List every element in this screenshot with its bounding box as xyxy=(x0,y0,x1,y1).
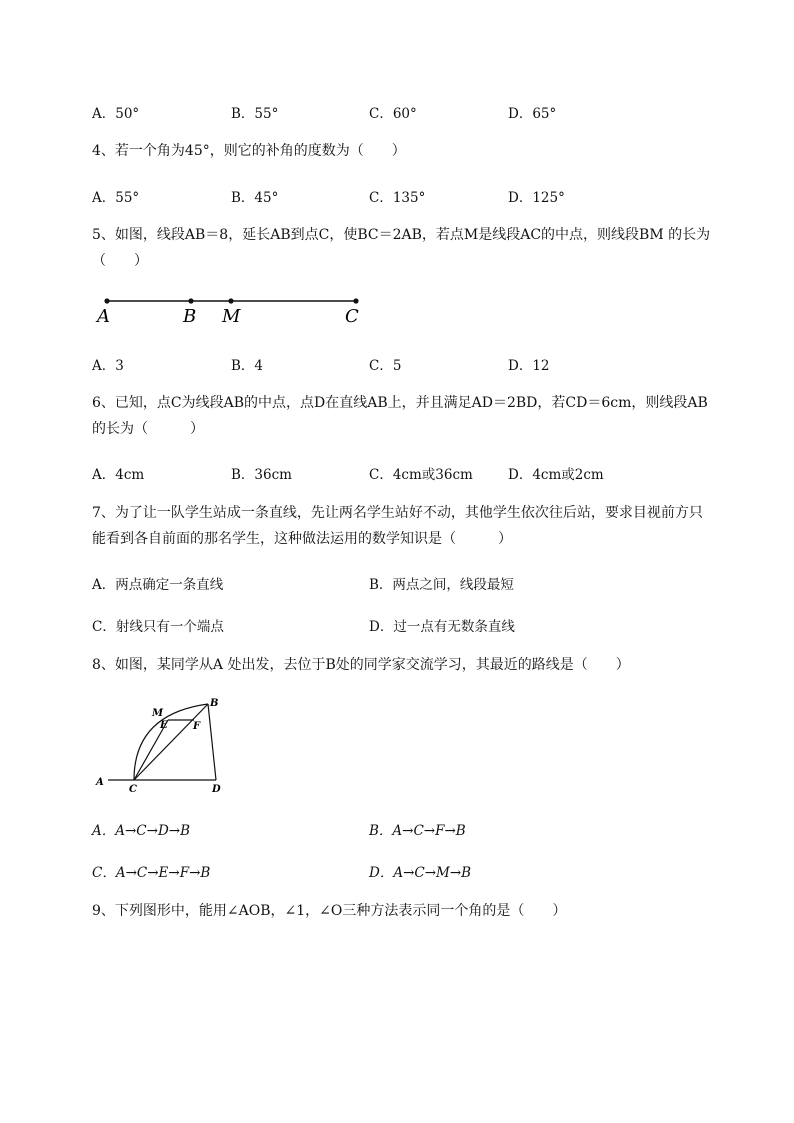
label-b: B xyxy=(210,698,219,709)
q6-option-d[interactable]: D．4cm或2cm xyxy=(508,467,604,483)
q5-option-a[interactable]: A．3 xyxy=(92,358,124,374)
q3-option-a[interactable]: A．50° xyxy=(92,106,140,122)
label-c: C xyxy=(345,306,359,327)
q4-stem: 4、若一个角为45°，则它的补角的度数为（ ） xyxy=(92,143,406,159)
segment-cb xyxy=(134,704,208,780)
q5-option-b[interactable]: B．4 xyxy=(231,358,264,374)
q4-option-a[interactable]: A．55° xyxy=(92,190,140,206)
label-d: D xyxy=(212,784,221,795)
label-f: F xyxy=(193,721,201,732)
q9-stem: 9、下列图形中，能用∠AOB，∠1，∠O三种方法表示同一个角的是（ ） xyxy=(92,903,567,919)
q5-segment-figure xyxy=(94,290,374,330)
label-m: M xyxy=(222,306,241,327)
q8-option-c[interactable]: C．A→C→E→F→B xyxy=(92,865,211,881)
label-m: M xyxy=(152,708,164,719)
q5-stem-line1: 5、如图，线段AB＝8，延长AB到点C，使BC＝2AB，若点M是线段AC的中点，则线段BM 的长为 xyxy=(92,227,711,243)
q4-option-c[interactable]: C．135° xyxy=(369,190,426,206)
q7-stem-line1: 7、为了让一队学生站成一条直线，先让两名学生站好不动，其他学生依次往后站，要求目视前方只 xyxy=(92,505,703,521)
q4-option-b[interactable]: B．45° xyxy=(231,190,279,206)
label-e: E xyxy=(160,720,168,731)
q6-option-b[interactable]: B．36cm xyxy=(231,467,292,483)
q7-options-row2 xyxy=(92,615,742,635)
q3-option-b[interactable]: B．55° xyxy=(231,106,279,122)
q5-options xyxy=(92,354,742,374)
q8-route-figure xyxy=(92,694,232,798)
q5-option-d[interactable]: D．12 xyxy=(508,358,550,374)
q7-options-row1 xyxy=(92,573,742,593)
label-a: A xyxy=(96,777,104,788)
q3-option-d[interactable]: D．65° xyxy=(508,106,557,122)
q5-stem-line2: （ ） xyxy=(92,253,148,269)
q7-option-a[interactable]: A．两点确定一条直线 xyxy=(92,577,224,593)
point-a xyxy=(104,298,109,303)
label-a: A xyxy=(97,306,110,327)
q8-option-b[interactable]: B．A→C→F→B xyxy=(369,823,466,839)
q8-options-row1 xyxy=(92,819,742,839)
q8-options-row2 xyxy=(92,861,742,881)
segment-db xyxy=(208,704,216,780)
q6-stem-line2: 的长为（ ） xyxy=(92,421,204,437)
q7-option-d[interactable]: D．过一点有无数条直线 xyxy=(369,619,515,635)
q3-option-c[interactable]: C．60° xyxy=(369,106,417,122)
q8-option-d[interactable]: D．A→C→M→B xyxy=(369,865,472,881)
q7-option-c[interactable]: C．射线只有一个端点 xyxy=(92,619,224,635)
q5-option-c[interactable]: C．5 xyxy=(369,358,402,374)
q8-option-a[interactable]: A．A→C→D→B xyxy=(92,823,191,839)
q7-option-b[interactable]: B．两点之间，线段最短 xyxy=(369,577,514,593)
q6-options xyxy=(92,463,742,483)
q4-option-d[interactable]: D．125° xyxy=(508,190,565,206)
q6-option-c[interactable]: C．4cm或36cm xyxy=(369,467,473,483)
label-b: B xyxy=(183,306,197,327)
q3-options xyxy=(92,102,742,122)
label-c: C xyxy=(129,784,137,795)
q7-stem-line2: 能看到各自前面的那名学生，这种做法运用的数学知识是（ ） xyxy=(92,531,512,547)
q8-stem: 8、如图，某同学从A 处出发，去位于B处的同学家交流学习，其最近的路线是（ ） xyxy=(92,657,630,673)
point-m xyxy=(228,298,233,303)
point-c xyxy=(353,298,358,303)
q6-stem-line1: 6、已知，点C为线段AB的中点，点D在直线AB上，并且满足AD＝2BD，若CD＝6cm，则线段AB xyxy=(92,395,708,411)
point-b xyxy=(188,298,193,303)
q6-option-a[interactable]: A．4cm xyxy=(92,467,145,483)
q4-options xyxy=(92,186,742,206)
